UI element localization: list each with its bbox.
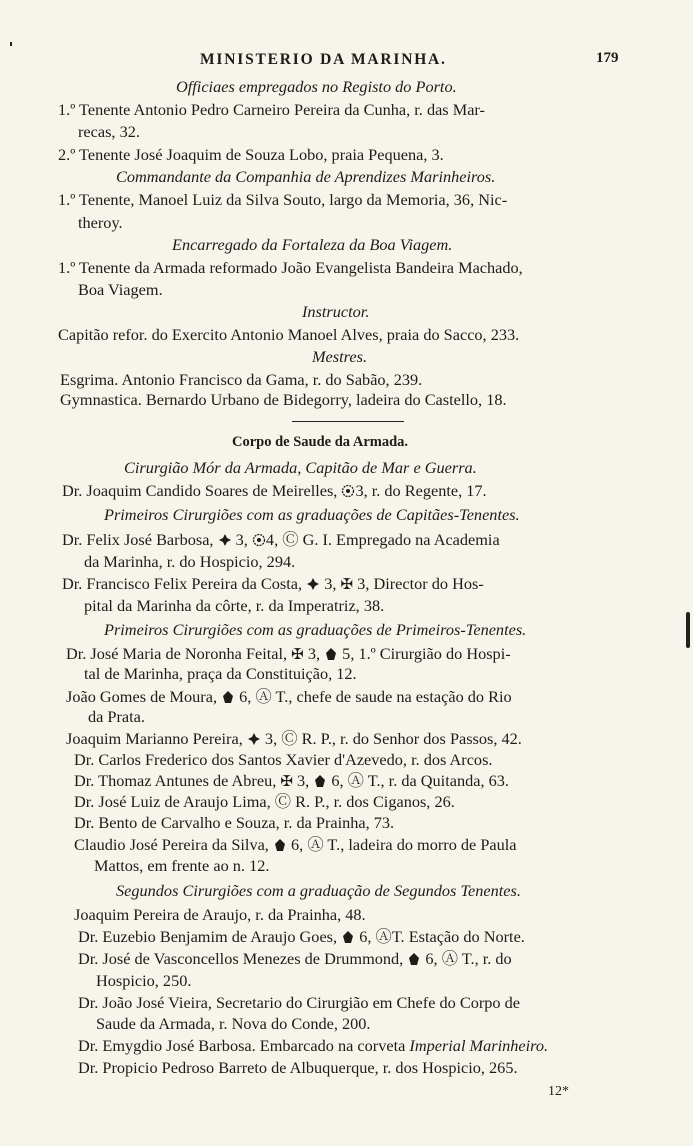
entry-text: 4, [265, 530, 283, 549]
entry-text: 3, Director do Hos- [353, 574, 484, 593]
rose-decoration-icon [247, 732, 261, 746]
entry-text: T., r. da Quitanda, 63. [363, 771, 509, 790]
entry-line: Joaquim Pereira de Araujo, r. da Prainha, 48. [74, 905, 366, 924]
cross-decoration-icon: ✠ [340, 577, 354, 593]
entry-line: Hospicio, 250. [96, 971, 192, 990]
entry-text: Claudio José Pereira da Silva, [74, 835, 273, 854]
entry-text: Dr. Felix José Barbosa, [62, 530, 218, 549]
entry-line: Gymnastica. Bernardo Urbano de Bidegorry, ladeira do Castello, 18. [60, 390, 507, 409]
entry-line [78, 1036, 548, 1056]
medal-decoration-icon [407, 952, 421, 966]
entry-line: Boa Viagem. [78, 280, 163, 299]
circled-a-icon: Ⓐ [441, 949, 458, 968]
section-heading: Mestres. [312, 347, 368, 366]
star-decoration-icon [252, 533, 266, 547]
entry-line [66, 729, 522, 749]
entry-line: Dr. Carlos Frederico dos Santos Xavier d'Azevedo, r. dos Arcos. [74, 750, 493, 769]
entry-text: Joaquim Marianno Pereira, [66, 729, 247, 748]
entry-text: Dr. José de Vasconcellos Menezes de Drummond, [78, 949, 408, 968]
entry-line [74, 771, 509, 791]
entry-line: da Prata. [88, 707, 145, 726]
circled-c-icon: Ⓒ [282, 530, 299, 549]
section-title: Corpo de Saude da Armada. [232, 434, 409, 450]
circled-c-icon: Ⓒ [274, 792, 292, 811]
entry-text: T., ladeira do morro de Paula [323, 835, 517, 854]
entry-text: Dr. Emygdio José Barbosa. Embarcado na corveta [78, 1036, 410, 1055]
section-divider [292, 421, 404, 422]
entry-text: R. P., r. do Senhor dos Passos, 42. [297, 729, 522, 748]
circled-a-icon: Ⓐ [307, 835, 324, 854]
entry-line [78, 949, 512, 969]
entry-line [62, 530, 500, 550]
entry-line [74, 792, 455, 812]
signature-mark: 12* [548, 1084, 569, 1099]
entry-text: 6, [421, 949, 442, 968]
circled-a-icon: Ⓐ [255, 687, 272, 706]
entry-text: 3, [292, 771, 314, 790]
star-decoration-icon [341, 484, 355, 498]
cross-decoration-icon: ✠ [280, 774, 293, 790]
entry-line: Esgrima. Antonio Francisco da Gama, r. do Sabão, 239. [60, 370, 423, 389]
entry-line: Saude da Armada, r. Nova do Conde, 200. [96, 1014, 371, 1033]
entry-line [78, 927, 525, 947]
section-heading: Cirurgião Mór da Armada, Capitão de Mar e Guerra. [124, 458, 477, 477]
entry-line: Capitão refor. do Exercito Antonio Manoel Alves, praia do Sacco, 233. [58, 325, 520, 344]
entry-text: R. P., r. dos Ciganos, 26. [291, 792, 455, 811]
entry-text: 6, [286, 835, 308, 854]
entry-text: 3, [303, 644, 325, 663]
entry-line: recas, 32. [78, 122, 140, 141]
entry-line [62, 574, 484, 594]
entry-text: Dr. Joaquim Candido Soares de Meirelles, [62, 481, 342, 500]
circled-a-icon: Ⓐ [347, 771, 364, 790]
entry-line: 1.º Tenente Antonio Pedro Carneiro Pereira da Cunha, r. das Mar- [58, 100, 485, 119]
section-heading: Instructor. [302, 302, 370, 321]
entry-text: Dr. José Luiz de Araujo Lima, [74, 792, 275, 811]
entry-text: 6, [355, 927, 376, 946]
page-title: MINISTERIO DA MARINHA. [200, 51, 447, 68]
entry-line: tal de Marinha, praça da Constituição, 12. [84, 664, 357, 683]
circled-c-icon: Ⓒ [281, 729, 298, 748]
entry-line: theroy. [78, 213, 123, 232]
section-heading: Commandante da Companhia de Aprendizes Marinheiros. [116, 167, 496, 186]
entry-text: Dr. Euzebio Benjamim de Araujo Goes, [78, 927, 342, 946]
entry-line: Dr. João José Vieira, Secretario do Cirurgião em Chefe do Corpo de [78, 993, 520, 1012]
entry-line [66, 687, 512, 707]
entry-line: 1.º Tenente da Armada reformado João Evangelista Bandeira Machado, [58, 258, 523, 277]
entry-text: Dr. Thomaz Antunes de Abreu, [74, 771, 281, 790]
entry-line [62, 481, 487, 501]
medal-decoration-icon [221, 690, 235, 704]
page-number: 179 [596, 50, 619, 66]
ship-name: Imperial Marinheiro. [409, 1036, 549, 1055]
medal-decoration-icon [273, 838, 287, 852]
entry-line: da Marinha, r. do Hospicio, 294. [84, 552, 296, 571]
entry-line [74, 835, 517, 855]
medal-decoration-icon [341, 930, 355, 944]
entry-text: G. I. Empregado na Academia [302, 530, 500, 549]
circled-a-icon: Ⓐ [375, 927, 392, 946]
entry-text: Dr. Francisco Felix Pereira da Costa, [62, 574, 307, 593]
entry-line: Mattos, em frente ao n. 12. [94, 856, 270, 875]
section-heading: Primeiros Cirurgiões com as graduações de Primeiros-Tenentes. [104, 620, 527, 639]
medal-decoration-icon [324, 647, 338, 661]
entry-text: 3, [260, 729, 282, 748]
entry-text: 3, [320, 574, 341, 593]
entry-line: 1.º Tenente, Manoel Luiz da Silva Souto, largo da Memoria, 36, Nic- [58, 190, 508, 209]
entry-text: 6, [327, 771, 348, 790]
entry-text: T., chefe de saude na estação do Rio [271, 687, 512, 706]
entry-text: 6, [235, 687, 256, 706]
entry-line [66, 644, 511, 664]
section-heading: Officiaes empregados no Registo do Porto. [176, 77, 457, 96]
section-heading: Segundos Cirurgiões com a graduação de Segundos Tenentes. [116, 881, 521, 900]
entry-text: 5, 1.º Cirurgião do Hospi- [338, 644, 511, 663]
section-heading: Encarregado da Fortaleza da Boa Viagem. [172, 235, 453, 254]
margin-speck [10, 42, 12, 46]
entry-text: 3, r. do Regente, 17. [355, 481, 487, 500]
entry-text: Dr. José Maria de Noronha Feital, [66, 644, 292, 663]
rose-decoration-icon [218, 533, 232, 547]
entry-line: Dr. Propicio Pedroso Barreto de Albuquerque, r. dos Hospicio, 265. [78, 1058, 518, 1077]
margin-mark [686, 612, 690, 648]
entry-line: Dr. Bento de Carvalho e Souza, r. da Prainha, 73. [74, 813, 395, 832]
cross-decoration-icon: ✠ [291, 647, 304, 663]
entry-text: João Gomes de Moura, [66, 687, 222, 706]
section-heading: Primeiros Cirurgiões com as graduações de Capitães-Tenentes. [104, 505, 520, 524]
entry-text: T., r. do [457, 949, 512, 968]
entry-line: pital da Marinha da côrte, r. da Imperatriz, 38. [84, 596, 385, 615]
entry-line: 2.º Tenente José Joaquim de Souza Lobo, praia Pequena, 3. [58, 145, 444, 164]
entry-text: T. Estação do Norte. [391, 927, 525, 946]
entry-text: 3, [231, 530, 252, 549]
rose-decoration-icon [306, 577, 320, 591]
medal-decoration-icon [313, 774, 327, 788]
